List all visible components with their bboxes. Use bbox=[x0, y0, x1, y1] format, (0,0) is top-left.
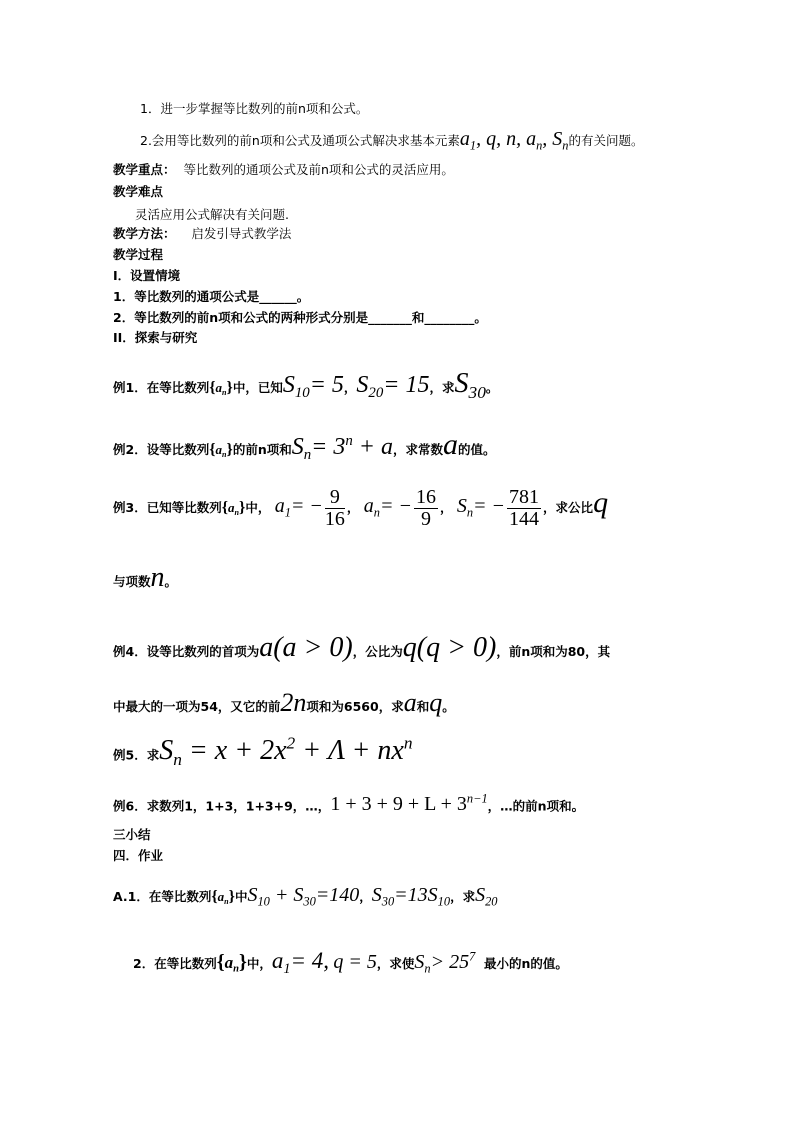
fraction-a1: $\frac{9}{16}$ bbox=[324, 486, 345, 530]
goal-1: 1．进一步掌握等比数列的前n项和公式。 bbox=[140, 101, 369, 116]
method: 教学方法： 启发引导式教学法 bbox=[113, 226, 292, 241]
fraction-sn: $\frac{781}{144}$ bbox=[509, 486, 540, 530]
difficulty: 灵活应用公式解决有关问题. bbox=[135, 207, 289, 222]
sequence-an: $\{a_n\}$ bbox=[209, 441, 233, 459]
example-3: 例3．已知等比数列$\{a_n\}$中， $a_1=$ − $\frac{9}{16}$ ， $a_n=$ − $\frac{16}{9}$ ， $S_n=$ − $\frac{781}{144}$ ，求公比q bbox=[113, 486, 609, 530]
question-2: 2．等比数列的前n项和公式的两种形式分别是_______和________。 bbox=[113, 310, 487, 325]
example-1: 例1．在等比数列$\{a_n\}$中，已知$S_{10}= 5$，$S_{20}= 15$，求$S_{30}$。 bbox=[113, 368, 499, 403]
example-5: 例5．求$S_n = x + 2x^2 + \Lambda + nx^n$ bbox=[113, 734, 413, 770]
key-point: 教学重点： 等比数列的通项公式及前n项和公式的灵活应用。 bbox=[113, 162, 454, 177]
fraction-an: $\frac{16}{9}$ bbox=[415, 486, 436, 530]
section-4: 四．作业 bbox=[113, 848, 164, 863]
example-6: 例6．求数列1，1+3，1+3+9，…，$1 + 3 + 9 + L + 3^{n-1}$，…的前n项和。 bbox=[113, 792, 585, 816]
example-2: 例2．设等比数列$\{a_n\}$的前n项和$S_n= 3^n + a$，求常数a的值。 bbox=[113, 428, 496, 464]
goal-2: 2.会用等比数列的前n项和公式及通项公式解决求基本元素$a_1$, q, n, $a_n$, $S_n$的有关问题。 bbox=[140, 128, 644, 153]
sequence-an: $\{a_n\}$ bbox=[209, 379, 233, 397]
sequence-an: $\{a_n\}$ bbox=[216, 951, 247, 975]
homework-1: A.1．在等比数列$\{a_n\}$中$S_{10} + S_{30}=140$，$S_{30}=13S_{10}$，求$S_{20}$ bbox=[113, 884, 498, 909]
section-1: I．设置情境 bbox=[113, 268, 181, 283]
example-4: 例4．设等比数列的首项为a(a > 0)，公比为q(q > 0)，前n项和为80，其 bbox=[113, 632, 611, 663]
section-2: II．探索与研究 bbox=[113, 330, 198, 345]
example-4-cont: 中最大的一项为54，又它的前2n项和为6560，求a和q。 bbox=[113, 688, 455, 717]
goal-2-elements: $a_1$, q, n, $a_n$, $S_n$ bbox=[459, 128, 569, 153]
sequence-an: $\{a_n\}$ bbox=[211, 888, 235, 906]
example-3-cont: 与项数n。 bbox=[113, 562, 178, 593]
difficulty-label: 教学难点 bbox=[113, 184, 164, 199]
homework-2: 2．在等比数列$\{a_n\}$中，$a_1= 4$, q = 5，求使$S_n> 25^7$ 最小的n的值。 bbox=[133, 948, 568, 977]
sequence-an: $\{a_n\}$ bbox=[221, 499, 246, 517]
section-3: 三小结 bbox=[113, 827, 151, 842]
process-label: 教学过程 bbox=[113, 247, 164, 262]
question-1: 1．等比数列的通项公式是______。 bbox=[113, 289, 310, 304]
